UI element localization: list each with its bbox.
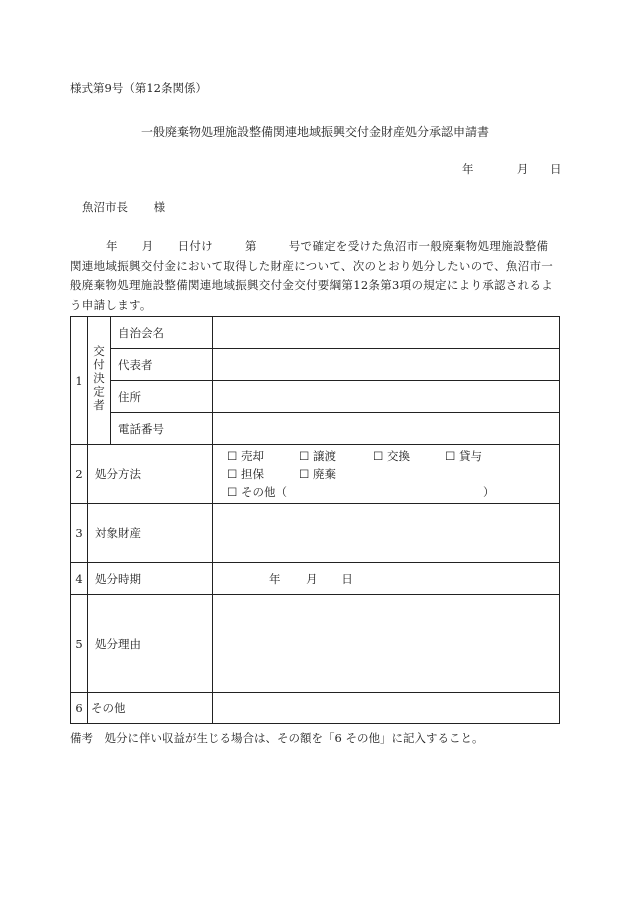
- other-label: その他: [88, 693, 213, 724]
- checkbox-collateral[interactable]: ☐ 担保: [227, 467, 264, 481]
- application-table: [70, 316, 560, 724]
- table-row: [71, 349, 560, 381]
- disposal-reason-label: 処分理由: [88, 595, 213, 693]
- disposal-date-field[interactable]: [213, 563, 560, 595]
- table-row: [71, 413, 560, 445]
- table-row: [71, 504, 560, 563]
- field-label-address: 住所: [111, 381, 213, 413]
- row-number-4: 4: [71, 563, 88, 595]
- table-row: [71, 317, 560, 349]
- checkbox-other[interactable]: ☐ その他（: [227, 485, 287, 499]
- field-label-representative: 代表者: [111, 349, 213, 381]
- grant-recipient-label: 交付決定者: [88, 317, 111, 445]
- disposal-day: 日: [341, 571, 353, 586]
- phone-field[interactable]: [213, 413, 560, 445]
- page-title: 一般廃棄物処理施設整備関連地域振興交付金財産処分承認申請書: [140, 125, 489, 139]
- body-month: 月: [141, 239, 154, 253]
- disposal-reason-field[interactable]: [213, 595, 560, 693]
- field-label-association: 自治会名: [111, 317, 213, 349]
- application-body: [70, 237, 560, 315]
- body-number: 第: [244, 239, 257, 253]
- row-number-1: 1: [71, 317, 88, 445]
- other-close-paren: ）: [483, 485, 495, 499]
- table-row: [71, 693, 560, 724]
- date-year: 年: [462, 162, 474, 176]
- body-text: 号で確定を受けた魚沼市一般廃棄物処理施設整備関連地域振興交付金において取得した財産について、次のとおり処分したいので、魚沼市一般廃棄物処理施設整備関連地域振興交付金交付要綱第12条第3項の規定により承認されるよう申請します。: [70, 239, 554, 312]
- target-property-field[interactable]: [213, 504, 560, 563]
- form-number: 様式第9号（第12条関係）: [70, 81, 207, 95]
- representative-field[interactable]: [213, 349, 560, 381]
- checkbox-exchange[interactable]: ☐ 交換: [373, 449, 410, 463]
- body-dated: 日付け: [177, 239, 213, 253]
- remarks-note: 備考 処分に伴い収益が生じる場合は、その額を「6 その他」に記入すること。: [70, 731, 484, 745]
- disposal-year: 年: [269, 571, 281, 586]
- body-year: 年: [106, 239, 118, 253]
- date-day: 日: [549, 162, 562, 176]
- other-field[interactable]: [213, 693, 560, 724]
- date-line: [462, 161, 561, 177]
- addressee: [82, 199, 165, 215]
- disposal-method-label: 処分方法: [88, 445, 213, 504]
- checkbox-dispose[interactable]: ☐ 廃棄: [299, 467, 336, 481]
- checkbox-transfer[interactable]: ☐ 譲渡: [299, 449, 336, 463]
- table-row: [71, 595, 560, 693]
- table-row: [71, 381, 560, 413]
- disposal-month: 月: [306, 571, 318, 586]
- table-row: [71, 563, 560, 595]
- address-field[interactable]: [213, 381, 560, 413]
- field-label-phone: 電話番号: [111, 413, 213, 445]
- checkbox-sell[interactable]: ☐ 売却: [227, 449, 264, 463]
- addressee-honorific: 様: [153, 200, 166, 214]
- disposal-date-label: 処分時期: [88, 563, 213, 595]
- addressee-name: 魚沼市長: [82, 200, 128, 214]
- row-number-5: 5: [71, 595, 88, 693]
- target-property-label: 対象財産: [88, 504, 213, 563]
- association-name-field[interactable]: [213, 317, 560, 349]
- date-month: 月: [516, 162, 529, 176]
- checkbox-lend[interactable]: ☐ 貸与: [445, 449, 482, 463]
- row-number-3: 3: [71, 504, 88, 563]
- disposal-method-options: [213, 445, 560, 504]
- row-number-6: 6: [71, 693, 88, 724]
- table-row: [71, 445, 560, 504]
- row-number-2: 2: [71, 445, 88, 504]
